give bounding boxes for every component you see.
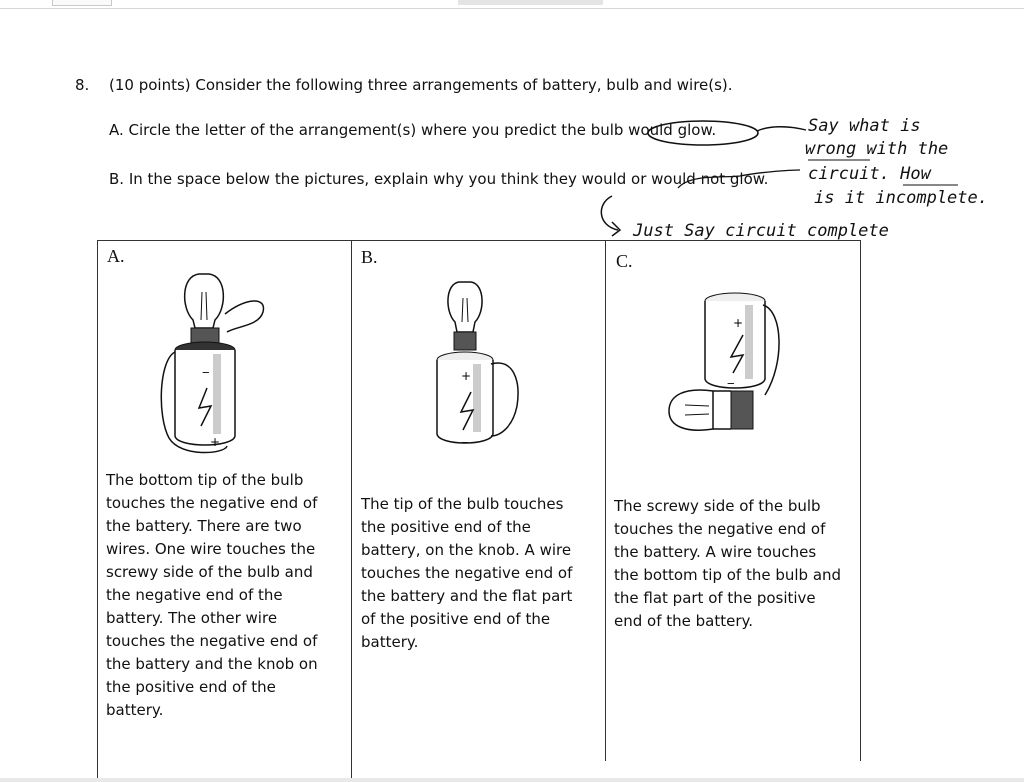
question-text: (10 points) Consider the following three arrangements of battery, bulb and wire(s).: [109, 76, 733, 94]
svg-text:‒: ‒: [461, 435, 469, 449]
battery-bulb-diagram-b: [425, 276, 535, 456]
arrow-head: [612, 222, 620, 236]
toolbar-tab-active[interactable]: [458, 0, 603, 5]
arrangement-description-b: The tip of the bulb touches the positive end of the battery, on the knob. A wire touches the negative end of the battery and the flat part of the positive end of the battery.: [361, 495, 573, 651]
handwritten-note-2: wrong with the: [805, 139, 949, 159]
question-number: 8.: [75, 76, 90, 94]
toolbar-tab[interactable]: [52, 0, 112, 6]
svg-text:+: +: [461, 369, 472, 383]
arrangement-letter-c[interactable]: C.: [616, 251, 633, 271]
arrangement-letter-a[interactable]: A.: [107, 246, 125, 266]
battery-bulb-diagram-a: [155, 268, 275, 458]
battery-bulb-diagram-c: [665, 287, 795, 437]
arrangement-description-a: The bottom tip of the bulb touches the negative end of the battery. There are two wires. One wire touches the screwy side of the bulb and the negative end of the battery. The other wire touches the negative end of the battery and the knob on the positive end of the battery.: [106, 471, 318, 719]
handwritten-note-5: Just Say circuit complete: [633, 221, 889, 241]
viewer-toolbar: [0, 0, 1024, 9]
svg-text:+: +: [733, 316, 744, 330]
handwritten-note-4: is it incomplete.: [814, 188, 988, 208]
svg-text:+: +: [210, 435, 221, 449]
part-a-instruction: A. Circle the letter of the arrangement(s) where you predict the bulb would glow.: [109, 121, 717, 139]
handwritten-note-1: Say what is: [808, 116, 921, 136]
svg-text:‒: ‒: [202, 365, 210, 379]
part-b-instruction: B. In the space below the pictures, explain why you think they would or would not glow.: [109, 170, 769, 188]
arrangement-letter-b[interactable]: B.: [361, 247, 378, 267]
viewer-bottom-edge: [0, 778, 1024, 782]
arrow-curve: [601, 196, 618, 230]
handwritten-note-3: circuit. How: [808, 164, 931, 184]
arrangement-description-c: The screwy side of the bulb touches the negative end of the battery. A wire touches the bottom tip of the bulb and the flat part of the positive end of the battery.: [614, 497, 842, 630]
svg-text:‒: ‒: [727, 376, 735, 390]
connector-line: [757, 127, 806, 131]
